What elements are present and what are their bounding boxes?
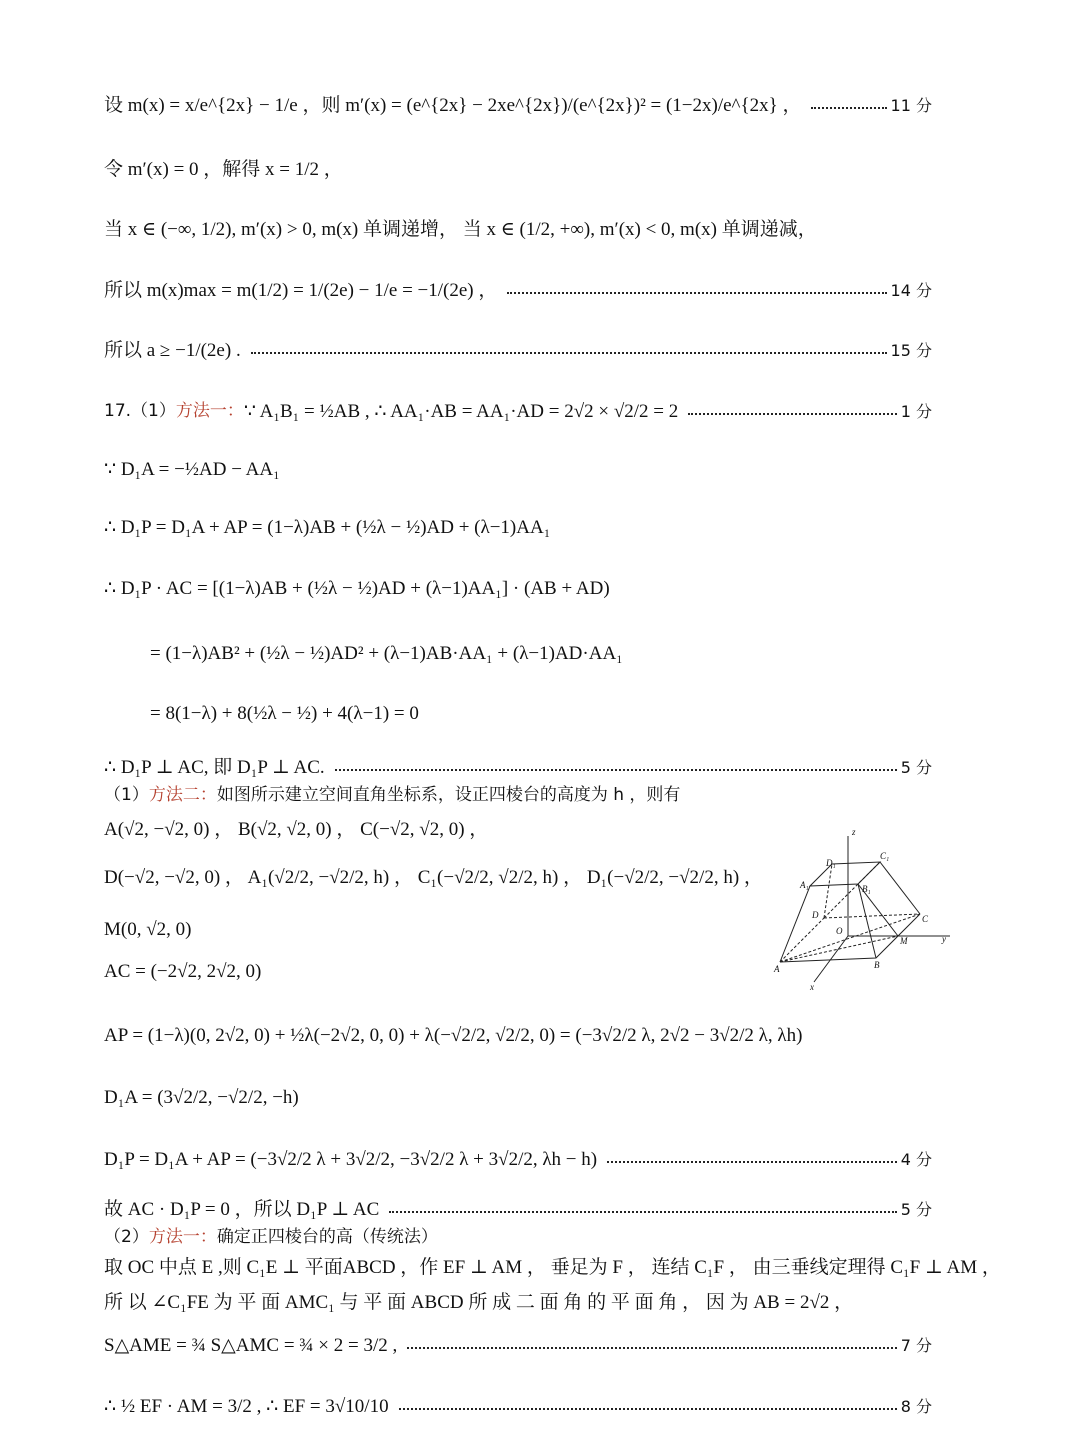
line-20-text: D₁P = D₁A + AP = (−3√2/2 λ + 3√2/2, −3√2/2 λ + 3√2/2, λh − h) (104, 1149, 598, 1170)
line-9-text: ∴ D₁P · AC = [(1−λ)AB + (½λ − ½)AD + (λ−1)AA₁] · (AB + AD) (104, 578, 610, 599)
line-22-text: 确定正四棱台的高（传统法） (216, 1227, 438, 1247)
line-8 (104, 518, 932, 537)
part-number: （2） (104, 1227, 149, 1247)
edge-aa1 (780, 886, 810, 962)
frustum-figure (770, 826, 960, 996)
point-label-c: C (922, 914, 929, 924)
dot-leader (407, 1347, 896, 1349)
point-label-o: O (836, 926, 843, 936)
line-6 (104, 402, 932, 421)
line-1-text: 设 m(x) = x/e^{2x} − 1/e ，则 m′(x) = (e^{2x} − 2xe^{2x})/(e^{2x})² = (1−2x)/e^{2x} ， (104, 95, 802, 116)
point-label-b: B (874, 960, 880, 970)
line-21-text: 故 AC · D₁P = 0 ，所以 D₁P ⊥ AC (104, 1199, 380, 1220)
line-18-text: AP = (1−λ)(0, 2√2, 0) + ½λ(−2√2, 0, 0) + λ(−√2/2, √2/2, 0) = (−3√2/2 λ, 2√2 − 3√2/2 λ, λh) (104, 1025, 803, 1046)
method-label: 方法一： (175, 401, 244, 421)
base-edge-ad (780, 918, 824, 962)
point-label-c1: C₁ (880, 851, 890, 861)
line-3 (104, 220, 1020, 239)
score-label: 11 分 (890, 95, 932, 115)
question-number: 17.（1） (104, 401, 176, 421)
axis-label-x: x (810, 982, 814, 992)
line-2-text: 令 m′(x) = 0 ，解得 x = 1/2 ， (104, 159, 343, 180)
line-23 (104, 1258, 1020, 1277)
line-11-text: = 8(1−λ) + 8(½λ − ½) + 4(λ−1) = 0 (150, 703, 419, 724)
line-7-text: ∵ D₁A = −½AD − AA₁ (104, 459, 280, 480)
line-17-text: AC = (−2√2, 2√2, 0) (104, 961, 262, 982)
line-3-text: 当 x ∈ (−∞, 1/2), m′(x) > 0, m(x) 单调递增， 当 x ∈ (1/2, +∞), m′(x) < 0, m(x) 单调递减， (104, 219, 817, 240)
score-label: 15 分 (890, 340, 932, 360)
dot-leader (607, 1161, 897, 1163)
point-label-a1: A₁ (800, 880, 809, 890)
line-22 (104, 1229, 932, 1246)
line-15-text: D(−√2, −√2, 0) ， A₁(√2/2, −√2/2, h) ， C₁(−√2/2, √2/2, h) ， D₁(−√2/2, −√2/2, h) ， (104, 867, 763, 888)
score-label: 4 分 (900, 1149, 932, 1169)
line-16-text: M(0, √2, 0) (104, 919, 192, 940)
line-10 (150, 644, 932, 663)
line-13-text: 如图所示建立空间直角坐标系，设正四棱台的高度为 h ，则有 (216, 785, 681, 805)
score-label: 1 分 (900, 401, 932, 421)
point-label-d: D (812, 910, 819, 920)
line-19-text: D₁A = (3√2/2, −√2/2, −h) (104, 1087, 299, 1108)
dot-leader (688, 413, 896, 415)
base-edge-dc (824, 914, 920, 918)
line-10-text: = (1−λ)AB² + (½λ − ½)AD² + (λ−1)AB·AA₁ + (λ−1)AD·AA₁ (150, 643, 623, 664)
line-21 (104, 1200, 932, 1219)
point-label-m: M (900, 936, 908, 946)
line-4-text: 所以 m(x)max = m(1/2) = 1/(2e) − 1/e = −1/(2e) ， (104, 280, 498, 301)
line-24-text: 所 以 ∠C₁FE 为 平 面 AMC₁ 与 平 面 ABCD 所 成 二 面 角 的 平 面 角 ， 因 为 AB = 2√2 ， (104, 1292, 854, 1313)
axis-label-z: z (852, 827, 856, 837)
axis-label-y: y (942, 934, 946, 944)
line-26-text: ∴ ½ EF · AM = 3/2 , ∴ EF = 3√10/10 (104, 1396, 389, 1417)
line-23-text: 取 OC 中点 E ,则 C₁E ⊥ 平面ABCD ，作 EF ⊥ AM ， 垂足为 F ， 连结 C₁F ， 由三垂线定理得 C₁F ⊥ AM ， (104, 1257, 1001, 1278)
line-26 (104, 1397, 932, 1416)
method-label: 方法一： (148, 1227, 217, 1247)
line-20 (104, 1150, 932, 1169)
line-1 (104, 96, 932, 115)
line-5-text: 所以 a ≥ −1/(2e) . (104, 340, 241, 361)
dot-leader (389, 1211, 896, 1213)
dot-leader (335, 769, 897, 771)
method-label: 方法二： (148, 785, 217, 805)
point-label-b1: B₁ (862, 884, 871, 894)
segment-d-c1 (824, 862, 880, 918)
line-4 (104, 281, 932, 300)
dot-leader (399, 1408, 897, 1410)
line-13 (104, 787, 932, 804)
score-label: 8 分 (900, 1396, 932, 1416)
score-label: 14 分 (890, 280, 932, 300)
segment-am (780, 936, 898, 962)
dot-leader (251, 352, 887, 354)
dot-leader (507, 292, 886, 294)
line-6-text: ∵ A₁B₁ = ½AB , ∴ AA₁·AB = AA₁·AD = 2√2 × √2/2 = 2 (243, 401, 679, 422)
point-label-d1: D₁ (826, 858, 836, 868)
line-25 (104, 1336, 932, 1355)
edge-dd1 (824, 864, 832, 918)
score-label: 7 分 (900, 1335, 932, 1355)
dot-leader (811, 107, 886, 109)
line-12-text: ∴ D₁P ⊥ AC, 即 D₁P ⊥ AC. (104, 757, 325, 778)
line-12 (104, 758, 932, 777)
line-25-text: S△AME = ¾ S△AMC = ¾ × 2 = 3/2 , (104, 1335, 398, 1356)
part-number: （1） (104, 785, 149, 805)
line-9 (104, 579, 932, 598)
diagonal-ac (780, 914, 920, 962)
point-label-a: A (774, 964, 780, 974)
score-label: 5 分 (900, 757, 932, 777)
edge-cc1 (880, 862, 920, 914)
line-18 (104, 1026, 1020, 1045)
score-label: 5 分 (900, 1199, 932, 1219)
line-7 (104, 460, 932, 479)
line-24 (104, 1293, 1020, 1312)
line-14-text: A(√2, −√2, 0) ， B(√2, √2, 0) ， C(−√2, √2, 0) ， (104, 819, 489, 840)
line-2 (104, 160, 932, 179)
top-face (810, 862, 880, 886)
line-19 (104, 1088, 932, 1107)
line-8-text: ∴ D₁P = D₁A + AP = (1−λ)AB + (½λ − ½)AD + (λ−1)AA₁ (104, 517, 551, 538)
line-5 (104, 341, 932, 360)
line-11 (150, 704, 932, 723)
